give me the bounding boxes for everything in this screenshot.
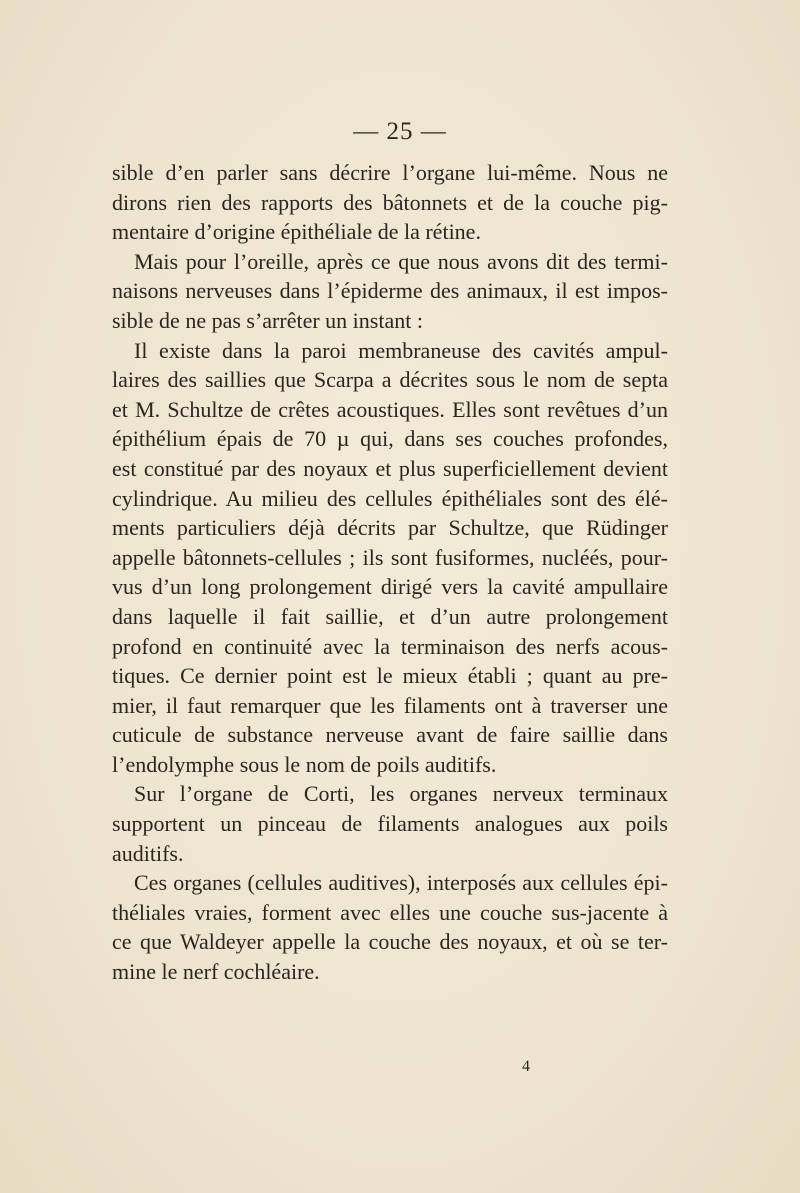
- text-line: mine le nerf cochléaire.: [112, 959, 320, 985]
- text-line: dirons rien des rapports des bâtonnets et de la couche pig-: [112, 189, 668, 215]
- text-line: auditifs.: [112, 840, 184, 866]
- text-line: cuticule de substance nerveuse avant de faire saillie dans: [112, 722, 668, 748]
- text-line: dans laquelle il fait saillie, et d’un autre prolongement: [112, 603, 668, 629]
- text-line: Ces organes (cellules auditives), interposés aux cellules épi-: [134, 870, 668, 896]
- text-line: profond en continuité avec la terminaison des nerfs acous-: [112, 633, 668, 659]
- text-line: supportent un pinceau de filaments analogues aux poils: [112, 811, 668, 837]
- text-line: Sur l’organe de Corti, les organes nerveux terminaux: [134, 781, 668, 807]
- text-line: vus d’un long prolongement dirigé vers la cavité ampullaire: [112, 574, 668, 600]
- text-line: cylindrique. Au milieu des cellules épithéliales sont des élé-: [112, 485, 668, 511]
- text-line: Il existe dans la paroi membraneuse des cavités ampul-: [134, 337, 668, 363]
- text-line: naisons nerveuses dans l’épiderme des animaux, il est impos-: [112, 278, 668, 304]
- text-line: épithélium épais de 70 µ qui, dans ses couches profondes,: [112, 426, 668, 452]
- text-line: Mais pour l’oreille, après ce que nous avons dit des termi-: [134, 248, 668, 274]
- text-line: tiques. Ce dernier point est le mieux établi ; quant au pre-: [112, 663, 668, 689]
- text-line: laires des saillies que Scarpa a décrites sous le nom de septa: [112, 367, 668, 393]
- text-line: est constitué par des noyaux et plus superficiellement devient: [112, 455, 668, 481]
- text-line: l’endolymphe sous le nom de poils auditifs.: [112, 751, 497, 777]
- text-line: mier, il faut remarquer que les filaments ont à traverser une: [112, 692, 668, 718]
- text-line: mentaire d’origine épithéliale de la rétine.: [112, 219, 481, 245]
- text-line: sible de ne pas s’arrêter un instant :: [112, 307, 423, 333]
- text-line: appelle bâtonnets-cellules ; ils sont fusiformes, nucléés, pour-: [112, 544, 668, 570]
- text-line: et M. Schultze de crêtes acoustiques. Elles sont revêtues d’un: [112, 396, 668, 422]
- text-line: ce que Waldeyer appelle la couche des noyaux, et où se ter-: [112, 929, 668, 955]
- text-line: ments particuliers déjà décrits par Schultze, que Rüdinger: [112, 515, 668, 541]
- body-text: [112, 158, 668, 987]
- page-number: — 25 —: [353, 118, 447, 145]
- text-line: théliales vraies, forment avec elles une couche sus-jacente à: [112, 899, 668, 925]
- text-line: sible d’en parler sans décrire l’organe lui-même. Nous ne: [112, 160, 668, 185]
- signature-mark: 4: [522, 1058, 530, 1075]
